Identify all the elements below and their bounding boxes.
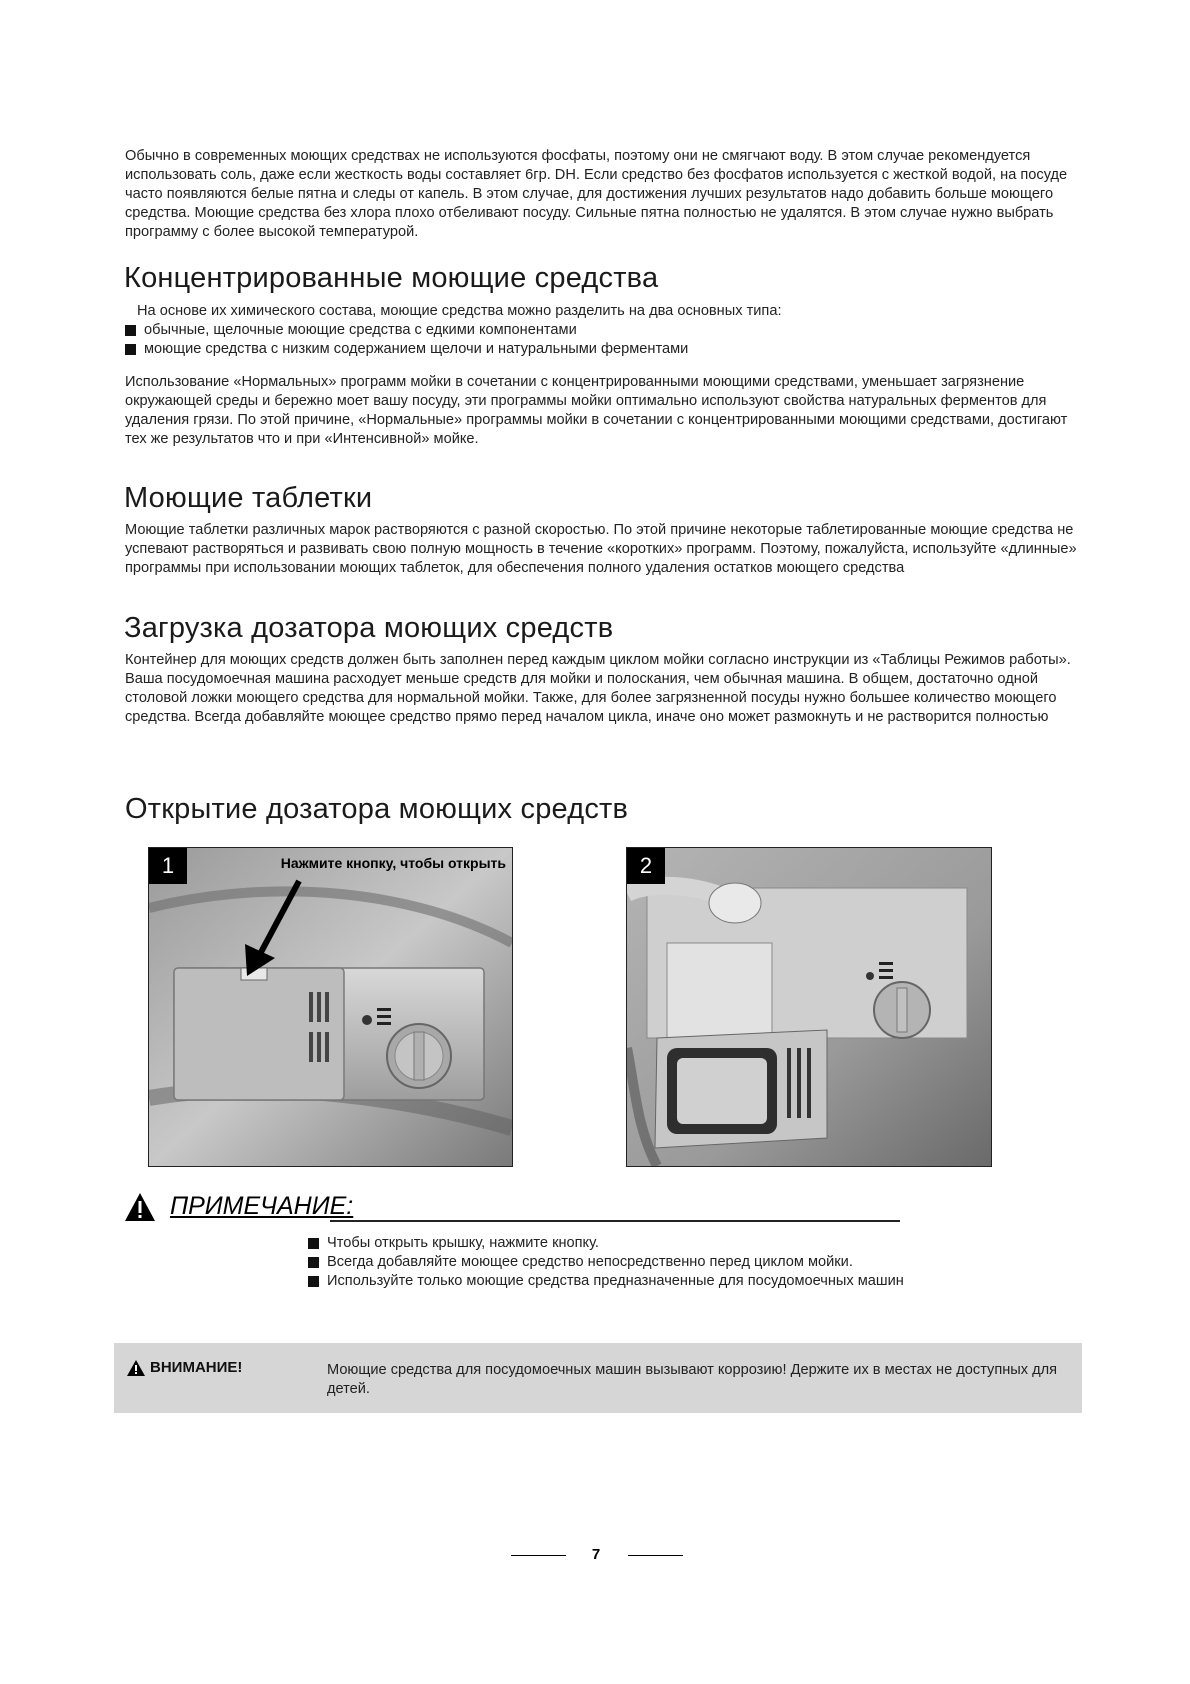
- warning-text: Моющие средства для посудомоечных машин вызывают коррозию! Держите их в местах не доступных для детей.: [327, 1362, 1058, 1397]
- list-item: Чтобы открыть крышку, нажмите кнопку.: [307, 1234, 904, 1253]
- figure-1-photo: [148, 847, 513, 1167]
- section-title-opening: Открытие дозатора моющих средств: [125, 793, 629, 825]
- tablets-paragraph: Моющие таблетки различных марок растворяются с разной скоростью. По этой причине некоторые таблетированные моющие средства не успевают растворяться и развивать свою полную мощность в течение «коротких» программ. Поэтому, пожалуйста, используйте «длинные» программы при использовании моющих таблеток, для обеспечения полного удаления остатков моющего средства: [125, 522, 1077, 576]
- figure-2-photo: [626, 847, 992, 1167]
- warning-icon: [127, 1360, 145, 1376]
- list-item: моющие средства с низким содержанием щелочи и натуральными ферментами: [124, 340, 688, 359]
- warning-box: [114, 1343, 1082, 1413]
- page-number: 7: [591, 1546, 601, 1563]
- figure-2-number: 2: [627, 848, 665, 884]
- section-title-loading: Загрузка дозатора моющих средств: [124, 612, 614, 644]
- dispenser-open-illustration: [627, 848, 991, 1166]
- footer-line-left: [511, 1555, 566, 1556]
- list-item: обычные, щелочные моющие средства с едкими компонентами: [124, 321, 688, 340]
- list-item: Всегда добавляйте моющее средство непосредственно перед циклом мойки.: [307, 1253, 904, 1272]
- footer-line-right: [628, 1555, 683, 1556]
- note-divider: [330, 1220, 900, 1222]
- concentrated-bullets: [124, 321, 688, 359]
- warning-label: ВНИМАНИЕ!: [150, 1359, 243, 1376]
- section-title-tablets: Моющие таблетки: [124, 482, 373, 514]
- loading-paragraph: Контейнер для моющих средств должен быть заполнен перед каждым циклом мойки согласно инструкции из «Таблицы Режимов работы». Ваша посудомоечная машина расходует меньше средств для мойки и полоскания, чем обычная машина. В общем, достаточно одной столовой ложки моющего средства для нормальной мойки. Также, для более загрязненной посуды нужно большее количество моющего средства. Всегда добавляйте моющее средство прямо перед началом цикла, иначе оно может размокнуть и не растворится полностью: [125, 652, 1071, 725]
- concentrated-lead: На основе их химического состава, моющие средства можно разделить на два основных типа:: [137, 303, 782, 319]
- list-item: Используйте только моющие средства предназначенные для посудомоечных машин: [307, 1272, 904, 1291]
- note-warning-icon: [124, 1192, 156, 1227]
- dispenser-closed-illustration: [149, 848, 512, 1166]
- intro-paragraph: Обычно в современных моющих средствах не используются фосфаты, поэтому они не смягчают воду. В этом случае рекомендуется использовать соль, даже если жесткость воды составляет 6гр. DH. Если средство без фосфатов используется с жесткой водой, на посуде часто появляются белые пятна и следы от капель. В этом случае, для достижения лучших результатов надо добавить больше моющего средства. Моющие средства без хлора плохо отбеливают посуду. Сильные пятна полностью не удалятся. В этом случае нужно выбрать программу с более высокой температурой.: [125, 148, 1068, 240]
- note-title: ПРИМЕЧАНИЕ:: [170, 1192, 354, 1220]
- section-title-concentrated: Концентрированные моющие средства: [124, 262, 659, 294]
- figure-1-number: 1: [149, 848, 187, 884]
- figure-1-caption: Нажмите кнопку, чтобы открыть: [280, 855, 506, 871]
- concentrated-paragraph: Использование «Нормальных» программ мойки в сочетании с концентрированными моющими средствами, уменьшает загрязнение окружающей среды и бережно моет вашу посуду, эти программы мойки оптимально используют свойства натуральных ферментов для удаления грязи. По этой причине, «Нормальные» программы мойки в сочетании с концентрированными моющими средствами, достигают тех же результатов что и при «Интенсивной» мойке.: [125, 374, 1068, 447]
- note-list: [307, 1234, 904, 1291]
